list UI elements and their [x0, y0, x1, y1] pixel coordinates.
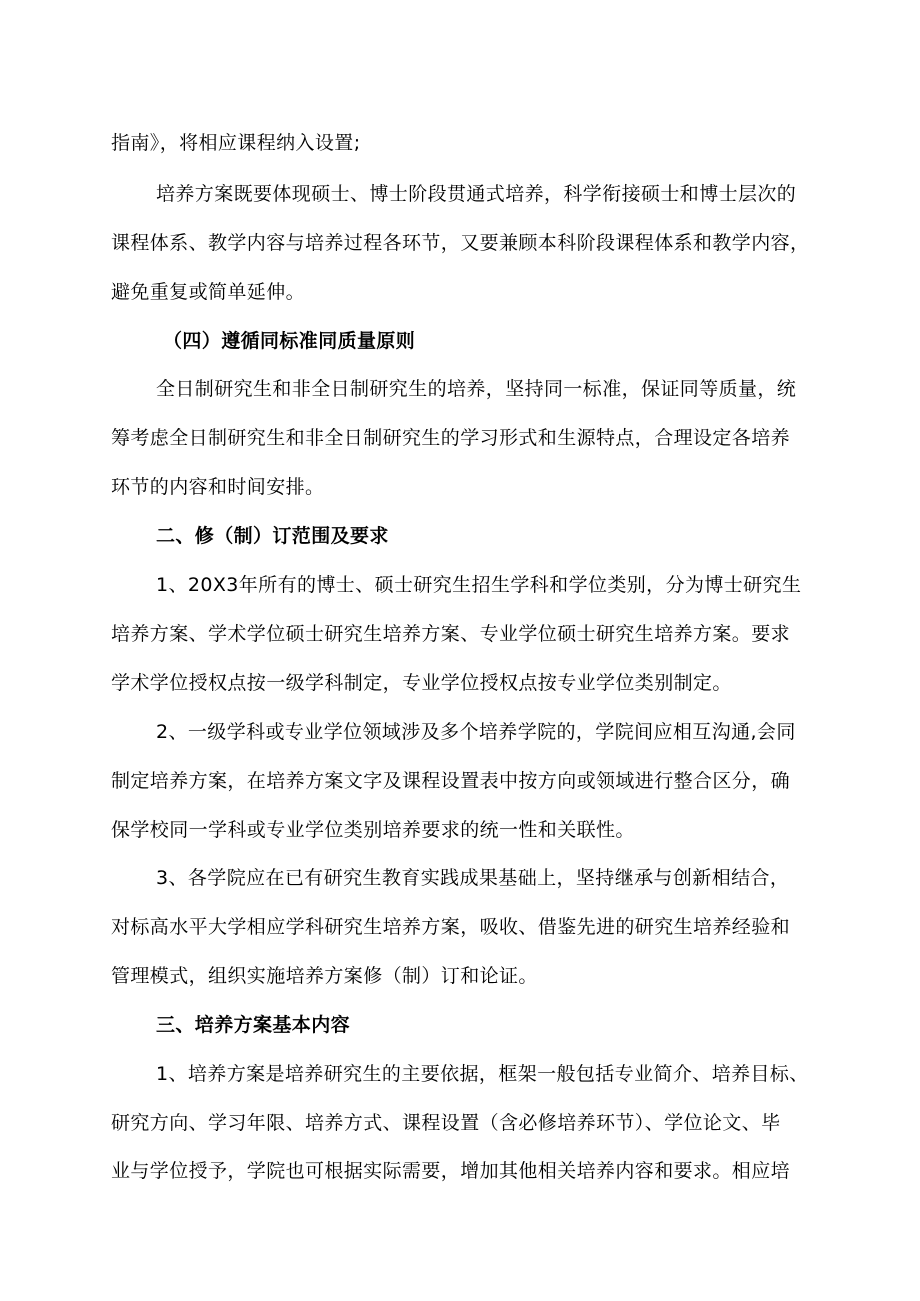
paragraph-first-line: 1、20X3年所有的博士、硕士研究生招生学科和学位类别，分为博士研究生 [156, 574, 802, 596]
paragraph-first-line: 1、培养方案是培养研究生的主要依据，框架一般包括专业简介、培养目标、 [156, 1063, 809, 1085]
paragraph-first-line: 2、一级学科或专业学位领域涉及多个培养学院的，学院间应相互沟通,会同 [156, 721, 796, 743]
section-heading: 二、修（制）订范围及要求 [156, 525, 389, 547]
paragraph-first-line: 全日制研究生和非全日制研究生的培养，坚持同一标准，保证同等质量，统 [156, 378, 797, 400]
text-line: 环节的内容和时间安排。 [111, 476, 325, 498]
text-line: 管理模式，组织实施培养方案修（制）订和论证。 [111, 965, 538, 987]
paragraph-first-line: 培养方案既要体现硕士、博士阶段贯通式培养，科学衔接硕士和博士层次的 [156, 183, 797, 205]
text-line: 课程体系、教学内容与培养过程各环节，又要兼顾本科阶段课程体系和教学内容， [111, 232, 810, 254]
section-heading: 三、培养方案基本内容 [156, 1014, 351, 1036]
text-line: 指南》，将相应课程纳入设置; [111, 132, 361, 154]
text-line: 培养方案、学术学位硕士研究生培养方案、专业学位硕士研究生培养方案。要求 [111, 623, 791, 645]
text-line: 对标高水平大学相应学科研究生培养方案，吸收、借鉴先进的研究生培养经验和 [111, 916, 791, 938]
text-line: 业与学位授予，学院也可根据实际需要，增加其他相关培养内容和要求。相应培 [111, 1160, 791, 1182]
text-line: 筹考虑全日制研究生和非全日制研究生的学习形式和生源特点，合理设定各培养 [111, 427, 791, 449]
subsection-heading: （四）遵循同标准同质量原则 [163, 330, 416, 352]
text-line: 制定培养方案，在培养方案文字及课程设置表中按方向或领域进行整合区分，确 [111, 770, 791, 792]
text-line: 保学校同一学科或专业学位类别培养要求的统一性和关联性。 [111, 819, 635, 841]
text-line: 研究方向、学习年限、培养方式、课程设置（含必修培养环节）、学位论文、毕 [111, 1112, 781, 1134]
paragraph-first-line: 3、各学院应在已有研究生教育实践成果基础上，坚持继承与创新相结合， [156, 867, 790, 889]
text-line: 避免重复或简单延伸。 [111, 281, 306, 303]
text-line: 学术学位授权点按一级学科制定，专业学位授权点按专业学位类别制定。 [111, 672, 732, 694]
